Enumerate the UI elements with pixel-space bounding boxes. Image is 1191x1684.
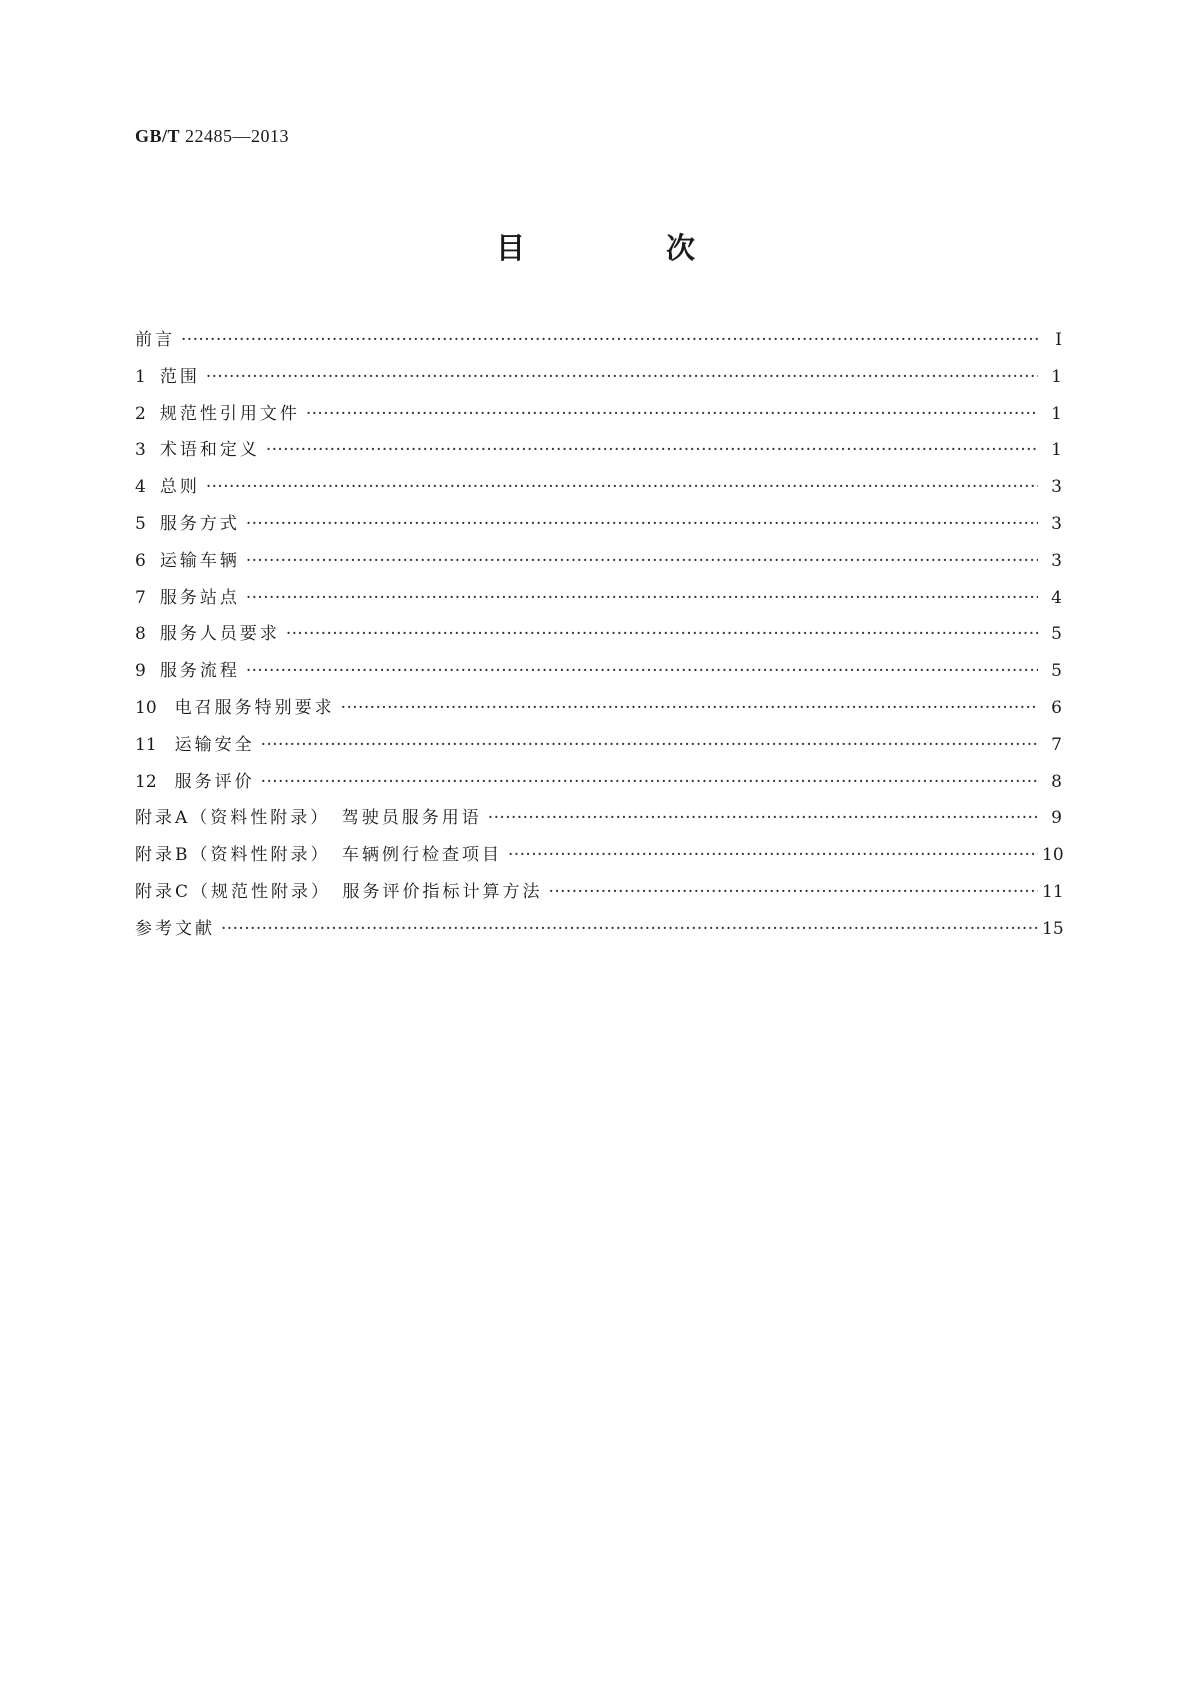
toc-page-number: 5 — [1051, 624, 1062, 645]
toc-page-number: 5 — [1051, 661, 1062, 682]
toc-entry-bibliography[interactable] — [135, 914, 1062, 951]
toc-number: 10 — [135, 697, 157, 718]
toc-label: 运输安全 — [174, 734, 255, 755]
toc-page-number: 3 — [1051, 477, 1062, 498]
toc-page-number: 1 — [1051, 403, 1062, 424]
toc-label: 前言 — [135, 330, 175, 350]
toc-page-number: 8 — [1051, 771, 1062, 792]
toc-page-number: 15 — [1042, 918, 1064, 939]
toc-page-number: Ⅰ — [1055, 330, 1062, 350]
toc-number: 1 — [135, 366, 146, 387]
toc-page-number: 1 — [1051, 440, 1062, 461]
toc-leader-dots — [266, 440, 1038, 460]
toc-page-number: 6 — [1051, 697, 1062, 718]
toc-number: 2 — [135, 403, 146, 424]
toc-label: 总则 — [159, 477, 200, 498]
standard-code — [135, 126, 289, 147]
toc-number: 7 — [135, 587, 146, 608]
toc-page-number: 3 — [1051, 513, 1062, 534]
toc-label: 电召服务特别要求 — [174, 697, 335, 718]
toc-label: 运输车辆 — [159, 550, 240, 571]
toc-entry-appendix-c[interactable] — [135, 877, 1062, 914]
toc-entry-4[interactable] — [135, 472, 1062, 509]
toc-label: 规范性引用文件 — [159, 403, 300, 424]
toc-leader-dots — [246, 588, 1038, 608]
toc-number: 12 — [135, 771, 157, 792]
toc-leader-dots — [246, 551, 1038, 571]
table-of-contents — [135, 325, 1062, 951]
toc-leader-dots — [508, 845, 1038, 865]
toc-entry-2[interactable] — [135, 399, 1062, 436]
toc-number: 9 — [135, 661, 146, 682]
toc-label: 附录B（资料性附录） 车辆例行检查项目 — [135, 845, 502, 866]
toc-number: 6 — [135, 550, 146, 571]
toc-label: 术语和定义 — [159, 440, 260, 461]
toc-entry-appendix-b[interactable] — [135, 840, 1062, 877]
toc-label: 服务流程 — [159, 661, 240, 682]
toc-leader-dots — [261, 735, 1038, 755]
toc-leader-dots — [341, 698, 1038, 718]
toc-entry-10[interactable] — [135, 693, 1062, 730]
toc-number: 3 — [135, 440, 146, 461]
toc-leader-dots — [206, 477, 1038, 497]
toc-entry-1[interactable] — [135, 362, 1062, 399]
toc-leader-dots — [306, 404, 1038, 424]
toc-leader-dots — [261, 772, 1038, 792]
toc-number: 11 — [135, 734, 157, 755]
toc-label: 服务评价 — [174, 771, 255, 792]
toc-title: 目 次 — [495, 231, 751, 265]
toc-entry-8[interactable] — [135, 619, 1062, 656]
toc-leader-dots — [206, 367, 1038, 387]
toc-entry-6[interactable] — [135, 546, 1062, 583]
toc-label: 范围 — [159, 366, 200, 387]
toc-page-number: 3 — [1051, 550, 1062, 571]
toc-leader-dots — [286, 624, 1038, 644]
toc-page-number: 1 — [1051, 366, 1062, 387]
toc-leader-dots — [181, 330, 1038, 350]
toc-label: 服务方式 — [159, 513, 240, 534]
toc-entry-appendix-a[interactable] — [135, 803, 1062, 840]
toc-leader-dots — [246, 661, 1038, 681]
toc-entry-7[interactable] — [135, 583, 1062, 620]
toc-page-number: 4 — [1051, 587, 1062, 608]
toc-entry-12[interactable] — [135, 767, 1062, 804]
toc-entry-foreword[interactable] — [135, 325, 1062, 362]
toc-label: 参考文献 — [135, 918, 215, 939]
toc-label: 服务站点 — [159, 587, 240, 608]
toc-page-number: 11 — [1042, 881, 1064, 902]
toc-leader-dots — [488, 808, 1038, 828]
standard-number: 22485—2013 — [185, 126, 290, 146]
toc-leader-dots — [221, 919, 1038, 939]
toc-label: 附录C（规范性附录） 服务评价指标计算方法 — [135, 881, 543, 902]
toc-leader-dots — [246, 514, 1038, 534]
toc-label: 服务人员要求 — [159, 624, 280, 645]
standard-prefix: GB/T — [135, 126, 181, 146]
toc-number: 8 — [135, 624, 146, 645]
toc-entry-5[interactable] — [135, 509, 1062, 546]
toc-number: 4 — [135, 477, 146, 498]
toc-page-number: 9 — [1051, 808, 1062, 829]
toc-label: 附录A（资料性附录） 驾驶员服务用语 — [135, 808, 482, 829]
toc-page-number: 7 — [1051, 734, 1062, 755]
toc-page-number: 10 — [1042, 845, 1064, 866]
toc-entry-3[interactable] — [135, 435, 1062, 472]
toc-leader-dots — [549, 882, 1038, 902]
toc-number: 5 — [135, 513, 146, 534]
toc-entry-11[interactable] — [135, 730, 1062, 767]
toc-entry-9[interactable] — [135, 656, 1062, 693]
